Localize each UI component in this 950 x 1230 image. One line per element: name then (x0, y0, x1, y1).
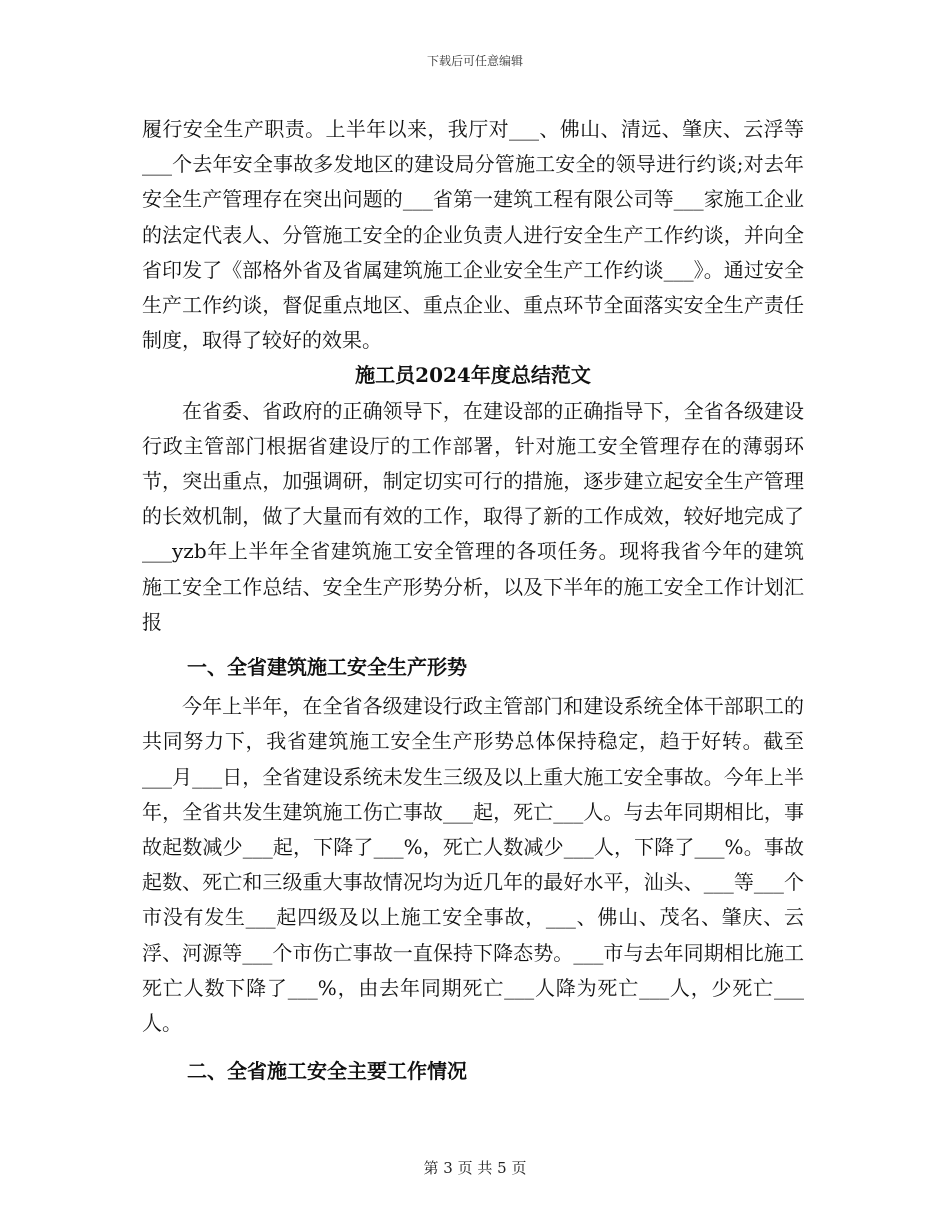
page-number: 第 3 页 共 5 页 (423, 1159, 527, 1177)
section-1-heading: 一、全省建筑施工安全生产形势 (187, 655, 467, 680)
continued-paragraph: 履行安全生产职责。上半年以来，我厅对___、佛山、清远、肇庆、云浮等___个去年安全事故多发地区的建设局分管施工安全的领导进行约谈;对去年安全生产管理存在突出问题的___省第一建筑工程有限公司等___家施工企业的法定代表人、分管施工安全的企业负责人进行安全生产工作约谈，并向全省印发了《部格外省及省属建筑施工企业安全生产工作约谈___》。通过安全生产工作约谈，督促重点地区、重点企业、重点环节全面落实安全生产责任制度，取得了较好的效果。 (142, 117, 804, 353)
intro-paragraph: 在省委、省政府的正确领导下，在建设部的正确指导下，全省各级建设行政主管部门根据省建设厅的工作部署，针对施工安全管理存在的薄弱环节，突出重点，加强调研，制定切实可行的措施，逐步建立起安全生产管理的长效机制，做了大量而有效的工作，取得了新的工作成效，较好地完成了___yzb年上半年全省建筑施工安全管理的各项任务。现将我省今年的建筑施工安全工作总结、安全生产形势分析，以及下半年的施工安全工作计划汇报 (142, 398, 804, 634)
section-2-heading: 二、全省施工安全主要工作情况 (187, 1059, 467, 1084)
document-title: 施工员2024年度总结范文 (355, 363, 591, 388)
section-1-paragraph: 今年上半年，在全省各级建设行政主管部门和建设系统全体干部职工的共同努力下，我省建筑施工安全生产形势总体保持稳定，趋于好转。截至___月___日，全省建设系统未发生三级及以上重大施工安全事故。今年上半年，全省共发生建筑施工伤亡事故___起，死亡___人。与去年同期相比，事故起数减少___起，下降了___%，死亡人数减少___人，下降了___%。事故起数、死亡和三级重大事故情况均为近几年的最好水平，汕头、___等___个市没有发生___起四级及以上施工安全事故，___、佛山、茂名、肇庆、云浮、河源等___个市伤亡事故一直保持下降态势。___市与去年同期相比施工死亡人数下降了___%，由去年同期死亡___人降为死亡___人，少死亡___人。 (142, 694, 804, 1036)
page-header: 下载后可任意编辑 (426, 54, 523, 68)
document-body (142, 112, 804, 1089)
